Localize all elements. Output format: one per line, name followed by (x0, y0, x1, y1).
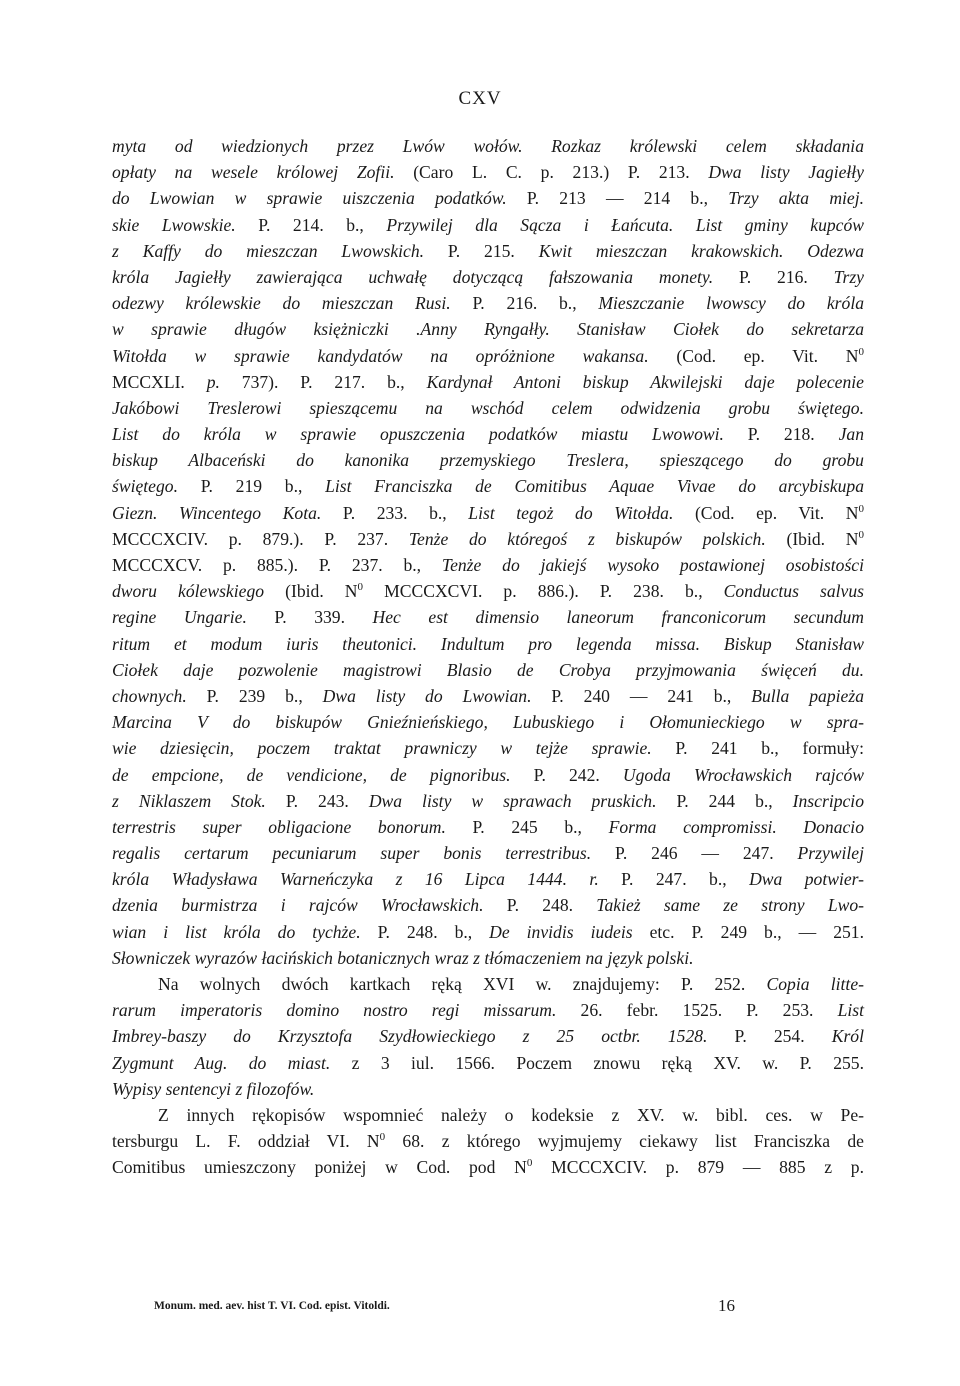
text-line (112, 1154, 864, 1180)
roman-run: MCCCXCVI. p. 886.). P. 238. b., (363, 581, 724, 602)
text-line (112, 657, 864, 683)
text-line (112, 552, 864, 578)
roman-run: (Cod. ep. Vit. N (694, 502, 859, 523)
italic-run: odezwy królewskie do mieszczan Rusi. (112, 293, 473, 314)
italic-run: Król (831, 1026, 864, 1047)
italic-run: Trzy (833, 266, 864, 287)
text-line (112, 866, 864, 892)
italic-run: Witołda w sprawie kandydatów na opróżnione wakansa. (112, 345, 677, 366)
italic-run: w sprawie długów księżniczki .Anny Ryngałły. Stanisław Ciołek do sekretarza (112, 319, 864, 340)
text-line (112, 185, 864, 211)
roman-run: 68. z którego wyjmujemy ciekawy list Franciszka de (385, 1131, 864, 1152)
italic-run: Jakóbowi Treslerowi spieszącemu na wschód celem odwidzenia grobu świętego. (112, 397, 864, 418)
italic-run: Przywilej dla Sącza i Łańcuta. List gminy kupców (386, 214, 865, 235)
italic-run: do Lwowian w sprawie uiszczenia podatków. (112, 188, 527, 209)
italic-run: Mieszczanie lwowscy do króla (598, 293, 865, 314)
italic-run: List (837, 1000, 864, 1021)
italic-run: List do króla w sprawie opuszczenia podatków miastu Lwowowi. (112, 424, 748, 445)
roman-run: P. 242. (533, 764, 623, 785)
text-line (112, 421, 864, 447)
superscript: 0 (858, 345, 864, 358)
italic-run: myta od wiedzionych przez Lwów wołów. Rozkaz królewski celem składania (112, 136, 864, 156)
roman-run: P. 216. b., (472, 293, 599, 314)
italic-run: chownych. (112, 685, 207, 706)
roman-run: (Cod. ep. Vit. N (676, 345, 859, 366)
roman-run: P. 239 b., (206, 685, 323, 706)
italic-run: dzenia burmistrza i rajców Wrocławskich. (112, 895, 507, 916)
roman-run: 737). P. 217. b., (241, 371, 427, 392)
roman-run: P. 244 b., (676, 790, 793, 811)
italic-run: Bulla papieża (751, 685, 864, 706)
italic-run: Przywilej (797, 843, 864, 864)
italic-run: Hec est dimensio laneorum franconicorum secundum (372, 607, 864, 628)
text-line (112, 343, 864, 369)
roman-run: (Caro L. C. p. 213.) P. 213. (413, 162, 709, 183)
roman-run: Na wolnych dwóch kartkach ręką XVI w. znajdujemy: P. 252. (158, 974, 767, 994)
roman-run: P. 241 b., formuły: (675, 738, 864, 759)
text-line (112, 1050, 864, 1076)
italic-run: Jan (838, 424, 864, 445)
footer-source: Monum. med. aev. hist T. VI. Cod. epist. Vitoldi. (154, 1300, 390, 1312)
superscript: 0 (526, 1157, 533, 1170)
italic-run: biskup Albaceński do kanonika przemyskiego Treslera (112, 450, 625, 471)
italic-run: z Kaffy do mieszczan Lwowskich. (112, 240, 448, 261)
text-line (112, 788, 864, 814)
text-line (112, 997, 864, 1023)
text-line (112, 238, 864, 264)
italic-run: Giezn. Wincentego Kota. (112, 502, 343, 523)
italic-run: Trzy akta miej. (728, 188, 865, 209)
italic-run: De invidis iudeis (489, 921, 650, 942)
superscript: 0 (858, 502, 865, 515)
text-line (112, 290, 864, 316)
italic-run: z Niklaszem Stok. (112, 790, 286, 811)
italic-run: króla Jagiełły zawierająca uchwałę dotyczącą fałszowania monety. (112, 266, 739, 287)
roman-run: MCCCXCIV. p. 879 — 885 z p. (532, 1157, 864, 1178)
roman-run: P. 215. (447, 240, 539, 261)
text-line (112, 1102, 864, 1128)
roman-run: MCCXLI. (112, 371, 207, 392)
page-number: CXV (458, 88, 502, 109)
italic-run: wie dziesięcin, poczem traktat prawniczy w tejże sprawie. (112, 738, 676, 759)
italic-run: Kwit mieszczan krakowskich. Odezwa (538, 240, 864, 261)
text-line (112, 1023, 864, 1049)
italic-run: terrestris super obligacione bonorum. (112, 816, 473, 837)
italic-run: de empcione, de vendicione, de pignoribus. (112, 764, 534, 785)
roman-run: P. 214. b., (258, 214, 387, 235)
italic-run: regalis certarum pecuniarum super bonis terrestribus. (112, 843, 616, 864)
text-line (112, 814, 864, 840)
roman-run: P. 233. b., (342, 502, 469, 523)
italic-run: Imbrey-baszy do Krzysztofa Szydłowieckiego z 25 octbr. 1528. (112, 1026, 735, 1047)
text-line (112, 447, 864, 473)
italic-run: Kardynał Antoni biskup Akwilejski daje polecenie (426, 371, 864, 392)
body-text (112, 133, 864, 1181)
italic-run: Zygmunt Aug. do miast. (112, 1052, 352, 1073)
roman-run: P. 248. (506, 895, 597, 916)
roman-run: P. 213 — 214 b., (526, 188, 729, 209)
italic-run: skie Lwowskie. (112, 214, 259, 235)
roman-run: P. 219 b., (200, 476, 326, 497)
italic-run: Tenże do jakiejś wysoko postawionej osobistości (441, 555, 864, 575)
italic-run: Ciołek daje pozwolenie magistrowi Blasio de Crobya przyjmowania święceń du. (112, 659, 864, 680)
roman-run: Z innych rękopisów wspomnieć należy o kodeksie z XV. w. bibl. ces. w Pe- (158, 1104, 864, 1125)
italic-run: dworu kólewskiego (112, 581, 286, 602)
italic-run: Słowniczek wyrazów łacińskich botanicznych wraz z tłómaczeniem na język polski. (112, 947, 694, 968)
signature-number: 16 (718, 1296, 735, 1315)
italic-run: List Franciszka de Comitibus Aquae Vivae do arcybiskupa (325, 476, 864, 497)
italic-run: Marcina V do biskupów Gnieźnieńskiego, Lubuskiego i Ołomunieckiego w spra- (112, 712, 864, 733)
roman-run: P. 216. (738, 266, 834, 287)
text-line (112, 604, 864, 630)
roman-run: z 3 iul. 1566. Poczem znowu ręką XV. w. P. 255. (351, 1052, 864, 1073)
roman-run: P. 245 b., (472, 816, 609, 837)
text-line (112, 578, 864, 604)
italic-run: spieszącego do grobu (659, 450, 864, 471)
italic-run: świętego. (112, 476, 201, 497)
italic-run: ritum et modum iuris theutonici. Indultum pro legenda missa. Biskup Stanisław (112, 633, 864, 654)
roman-run: MCCCXCIV. p. 879.). P. 237. (112, 528, 409, 549)
italic-run: Dwa listy do Lwowian. (322, 685, 552, 706)
italic-run: opłaty na wesele królowej Zofii. (112, 162, 414, 183)
text-line (112, 159, 864, 185)
text-line (112, 473, 864, 499)
text-line (112, 892, 864, 918)
text-line (112, 840, 864, 866)
italic-run: rarum imperatoris domino nostro regi missarum. (112, 1000, 581, 1021)
text-line (112, 133, 864, 159)
text-line (112, 971, 864, 997)
text-line (112, 369, 864, 395)
roman-run: Comitibus umieszczony poniżej w Cod. pod N (112, 1157, 527, 1178)
roman-run: P. 240 — 241 b., (551, 685, 752, 706)
italic-run: wian i list króla do tychże. (112, 921, 378, 942)
roman-run: etc. P. 249 b., — 251. (649, 921, 864, 942)
italic-run: Copia litte- (766, 974, 864, 994)
text-line (112, 735, 864, 761)
italic-run: Tenże do któregoś z biskupów polskich. (408, 528, 787, 549)
text-line (112, 1076, 864, 1102)
italic-run: Dwa listy Jagiełły (708, 162, 864, 183)
italic-run: Wypisy sentencyi z filozofów. (112, 1078, 315, 1099)
italic-run: Dwa potwier- (749, 869, 865, 890)
text-line (112, 526, 864, 552)
superscript: 0 (858, 528, 864, 541)
text-line (112, 762, 864, 788)
roman-run: P. 246 — 247. (615, 843, 798, 864)
text-line (112, 1128, 864, 1154)
italic-run: List tegoż do Witołda. (468, 502, 695, 523)
text-line (112, 316, 864, 342)
text-line (112, 683, 864, 709)
italic-run: p. (206, 371, 242, 392)
roman-run: P. 218. (747, 424, 839, 445)
italic-run: Ugoda Wrocławskich rajców (622, 764, 864, 785)
text-line (112, 945, 864, 971)
text-line (112, 709, 864, 735)
text-line (112, 919, 864, 945)
text-line (112, 212, 864, 238)
italic-run: Inscripcio (792, 790, 864, 811)
superscript: 0 (357, 581, 364, 594)
superscript: 0 (379, 1131, 386, 1144)
text-line (112, 631, 864, 657)
italic-run: Takież same ze strony Lwo- (596, 895, 864, 916)
text-line (112, 264, 864, 290)
roman-run: MCCCXCV. p. 885.). P. 237. b., (112, 555, 442, 575)
italic-run: regine Ungarie. (112, 607, 275, 628)
roman-run: P. 339. (274, 607, 373, 628)
roman-run: 26. febr. 1525. P. 253. (580, 1000, 838, 1021)
roman-run: P. 254. (734, 1026, 832, 1047)
text-line (112, 395, 864, 421)
italic-run: Dwa listy w sprawach pruskich. (368, 790, 677, 811)
italic-run: króla Władysława Warneńczyka z 16 Lipca 1444. r. (112, 869, 622, 890)
text-line (112, 500, 864, 526)
roman-run: P. 247. b., (621, 869, 750, 890)
roman-run: P. 248. b., (377, 921, 490, 942)
roman-run: (Ibid. N (285, 581, 358, 602)
italic-run: Conductus salvus (723, 581, 864, 602)
roman-run: tersburgu L. F. oddział VI. N (112, 1131, 380, 1152)
roman-run: (Ibid. N (786, 528, 859, 549)
italic-run: Forma compromissi. Donacio (608, 816, 864, 837)
roman-run: , (624, 450, 660, 471)
roman-run: P. 243. (285, 790, 369, 811)
